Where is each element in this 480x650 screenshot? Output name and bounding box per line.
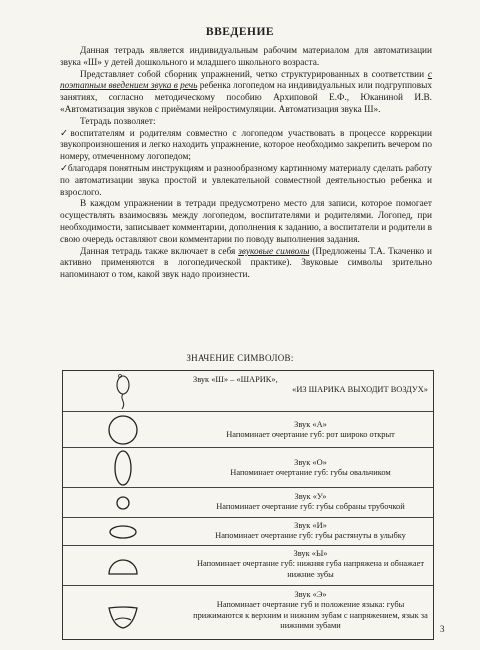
paragraph-structure-a: Представляет собой сборник упражнений, четко структурированных в соответствии [80, 69, 428, 80]
checklist-item-2: ✓благодаря понятным инструкциям и разнообразному картинному материалу сделать работу по автоматизации звука простой и увлекательной совместной деятельностью ребенка и взрослого. [60, 163, 432, 198]
symbol-row-i [63, 517, 433, 546]
symbol-text-i: Напоминает очертание губ: губы растянуты в улыбку [215, 531, 406, 541]
symbol-heading-u: Звук «У» [294, 492, 327, 501]
half-circle-icon [63, 546, 183, 586]
symbol-row-sh [63, 371, 433, 411]
paragraph-symbols [60, 247, 432, 282]
symbol-heading-o: Звук «О» [294, 458, 327, 467]
page-title: ВВЕДЕНИЕ [205, 26, 275, 38]
symbol-desc-e [193, 590, 428, 632]
symbol-text-a: Напоминает очертание губ: рот широко открыт [226, 430, 395, 440]
small-circle-icon [63, 488, 183, 518]
symbol-row-y [63, 545, 433, 586]
symbol-text-o: Напоминает очертание губ: губы овальчиком [230, 468, 391, 478]
paragraph-allows: Тетрадь позволяет: [80, 116, 156, 127]
symbol-desc-a [193, 420, 428, 441]
horizontal-oval-icon [63, 518, 183, 546]
symbols-table [62, 370, 434, 640]
symbol-row-u [63, 487, 433, 518]
symbol-desc-o [193, 458, 428, 479]
open-mouth-icon [63, 586, 183, 640]
paragraph-notes: В каждом упражнении в тетради предусмотрено место для записи, которое помогает осуществлять взаимосвязь между логопедом, воспитателями и родителями. Логопед, при необходимости, записывает комментарии, дополнения к заданию, а воспитатели и родители в свою очередь оставляют свои комментарии по поводу выполнения задания. [60, 199, 432, 245]
paragraph-structure [60, 70, 432, 117]
page-number: 3 [440, 624, 445, 634]
paragraph-symbols-b: (Предложены Т.А. Ткаченко и активно применяются в логопедической практике). Звуковые символы зрительно напоминают о том, какой звук надо произнести. [60, 246, 432, 281]
symbol-heading-sh: Звук «Ш» – «ШАРИК», [193, 375, 278, 384]
symbol-row-a [63, 411, 433, 448]
symbol-desc-y [193, 549, 428, 580]
symbol-heading-a: Звук «А» [294, 420, 327, 429]
paragraph-structure-emphasis: с поэтапным введением звука в речь [60, 69, 432, 92]
symbol-row-o [63, 447, 433, 488]
paragraph-intro: Данная тетрадь является индивидуальным рабочим материалом для автоматизации звука «Ш» у детей дошкольного и младшего школьного возраста. [60, 46, 432, 68]
symbol-desc-u [193, 492, 428, 513]
paragraph-symbols-a: Данная тетрадь также включает в себя [80, 246, 239, 257]
symbols-title: ЗНАЧЕНИЕ СИМВОЛОВ: [186, 353, 294, 363]
symbol-desc-sh [193, 375, 428, 396]
symbol-row-e [63, 585, 433, 640]
paragraph-symbols-emphasis: звуковые символы [238, 246, 310, 257]
symbol-text-y: Напоминает очертание губ: нижняя губа напряжена и обнажает нижние зубы [196, 559, 425, 579]
symbol-heading-e: Звук «Э» [294, 590, 327, 599]
vertical-oval-icon [63, 448, 183, 488]
symbol-text-sh: «ИЗ ШАРИКА ВЫХОДИТ ВОЗДУХ» [292, 385, 428, 395]
symbol-desc-i [193, 521, 428, 542]
checklist-item-1: ✓воспитателям и родителям совместно с логопедом участвовать в процессе коррекции звукопроизношения и легко находить упражнение, которое необходимо закрепить вечером по номеру, отмеченному логопедом; [60, 128, 432, 163]
symbol-heading-i: Звук «И» [294, 521, 327, 530]
symbol-heading-y: Звук «Ы» [293, 549, 328, 558]
circle-icon [63, 412, 183, 448]
balloon-icon [63, 371, 183, 411]
symbol-text-e: Напоминает очертание губ и положение языка: губы прижимаются к верхним и нижним зубам с напряжением, язык за нижними зубами [193, 600, 428, 631]
body-text [60, 46, 432, 282]
paragraph-structure-b: ребенка логопедом на индивидуальных или подгрупповых занятиях, согласно методическому пособию Архиповой Е.Ф., Юканиной И.В. «Автоматизация звуков с приёмами нейростимуляции. Автоматизация звука Ш». [60, 81, 432, 115]
symbol-text-u: Напоминает очертание губ: губы собраны трубочкой [216, 502, 405, 512]
